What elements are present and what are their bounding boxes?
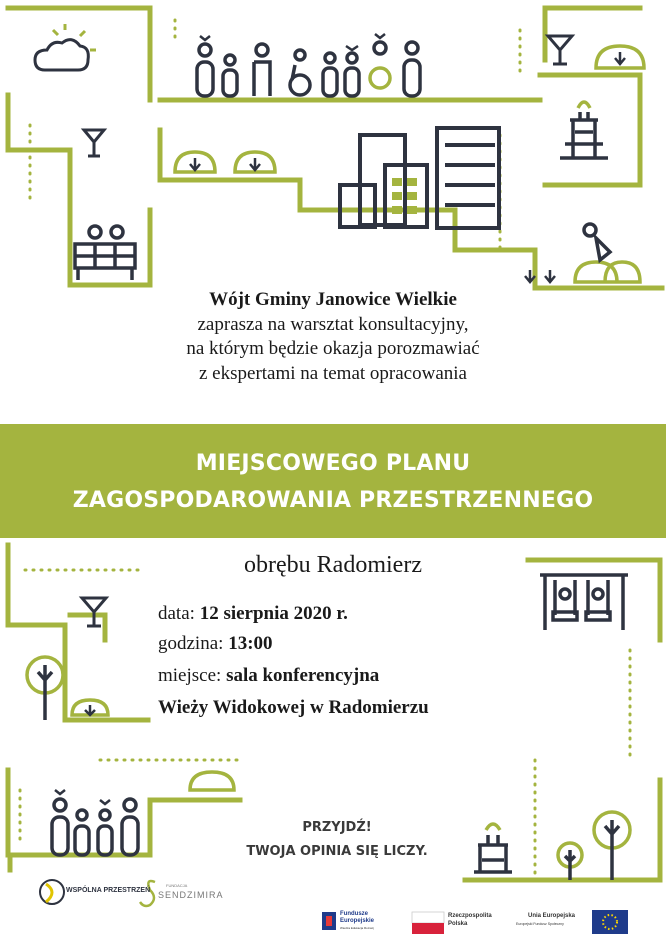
bench-people-icon (75, 226, 135, 280)
date-value: 12 sierpnia 2020 r. (199, 603, 348, 624)
eu-flag-logo (592, 910, 628, 934)
trees-bottom-icon (558, 812, 630, 880)
place-row (158, 664, 379, 688)
ue-text-1: Unia Europejska (528, 913, 576, 919)
slogan (226, 816, 448, 864)
banner-line-2: ZAGOSPODAROWANIA PRZESTRZENNEGO (72, 488, 594, 513)
wspolna-przestrzen-logo (40, 880, 64, 904)
time-row (158, 632, 273, 656)
rp-text-2: Polska (448, 921, 468, 927)
place-value-2: Wieży Widokowej w Radomierzu (158, 697, 429, 718)
precinct-title: obrębu Radomierz (244, 552, 422, 578)
frame-bottom-left (8, 770, 240, 855)
eu-funds-logo (322, 912, 336, 930)
wp-logo-text: WSPÓLNA PRZESTRZEŃ (66, 887, 151, 894)
date-row (158, 602, 348, 626)
people-top-icon (197, 42, 420, 96)
intro-line-2: na którym będzie okazja porozmawiać (186, 338, 480, 359)
fe-text-2: Europejskie (340, 918, 375, 924)
fs-logo-text: SENDZIMIRA (158, 890, 224, 900)
fountain-icon (560, 102, 608, 158)
title-banner (0, 424, 666, 538)
people-bottom-icon (52, 799, 138, 855)
organizer: Wójt Gminy Janowice Wielkie (209, 289, 457, 310)
ue-text-2: Europejski Fundusz Społeczny (516, 922, 564, 926)
frame-middle-step (160, 130, 535, 250)
cloud-sun-icon (35, 24, 96, 70)
frame-mid-left (8, 545, 148, 720)
frame-right-box (540, 75, 640, 185)
banner-line-1: MIEJSCOWEGO PLANU (195, 451, 471, 476)
slogan-line-1: PRZYJDŹ! (302, 820, 372, 835)
fe-text-1: Fundusze (340, 911, 368, 917)
slogan-line-2: TWOJA OPINIA SIĘ LICZY. (246, 844, 428, 859)
frame-top-left (8, 8, 150, 100)
place-row-2 (158, 696, 429, 720)
buildings-icon (340, 128, 499, 228)
fe-text-3: Wiedza Edukacja Rozwój (340, 926, 374, 930)
place-label: miejsce: (158, 665, 222, 686)
date-label: data: (158, 603, 195, 624)
fs-small-text: FUNDACJA (166, 883, 188, 888)
frame-mid-right (528, 560, 660, 640)
swing-icon (540, 575, 628, 630)
cyclist-icon (584, 224, 610, 260)
place-value-1: sala konferencyjna (226, 665, 380, 686)
tree-icon (27, 657, 63, 720)
intro-text (110, 288, 556, 386)
poland-flag-logo (412, 912, 444, 934)
time-value: 13:00 (228, 633, 273, 654)
rp-text-1: Rzeczpospolita (448, 913, 492, 919)
intro-line-1: zaprasza na warsztat konsultacyjny, (197, 313, 469, 335)
fountain-bottom-icon (474, 824, 512, 872)
intro-line-3: z ekspertami na temat opracowania (199, 362, 467, 384)
time-label: godzina: (158, 633, 224, 654)
